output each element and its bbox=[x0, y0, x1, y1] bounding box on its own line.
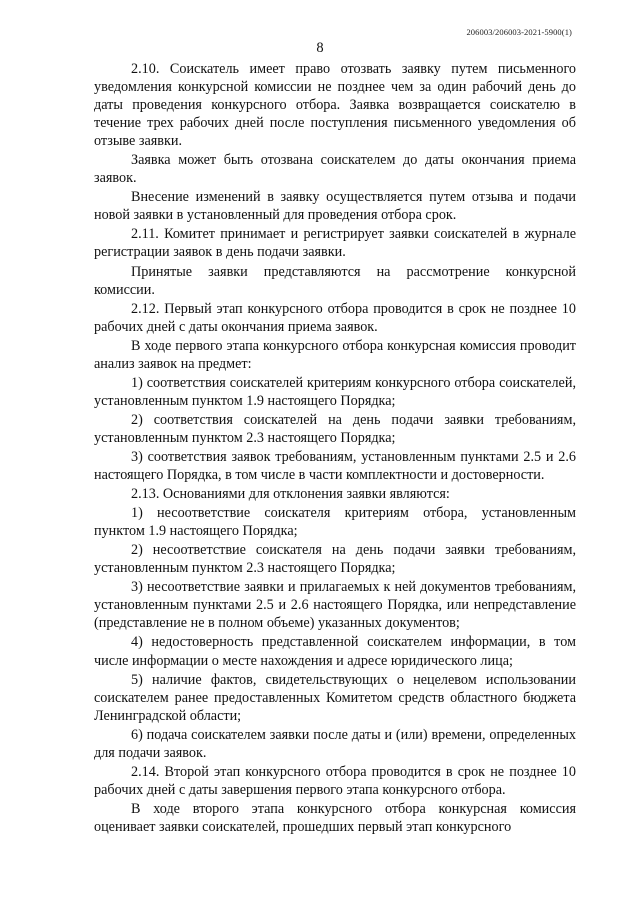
list-item: 3) несоответствие заявки и прилагаемых к ней документов требованиям, установленным пунктами 2.5 и 2.6 настоящего Порядка, или непредставление (представление не в полном объеме) указанных документов; bbox=[94, 579, 576, 632]
page-number: 8 bbox=[316, 40, 324, 56]
list-item: 5) наличие фактов, свидетельствующих о нецелевом использовании соискателем ранее предоставленных Комитетом средств областного бюджета Ленинградской области; bbox=[94, 671, 576, 724]
list-item: 3) соответствия заявок требованиям, установленным пунктами 2.5 и 2.6 настоящего Порядка, в том числе в части комплектности и достоверности. bbox=[94, 448, 576, 484]
list-item: 4) недостоверность представленной соискателем информации, в том числе информации о месте нахождения и адресе юридического лица; bbox=[94, 634, 576, 669]
paragraph: В ходе второго этапа конкурсного отбора конкурсная комиссия оценивает заявки соискателей, прошедших первый этап конкурсного bbox=[94, 800, 576, 835]
document-body bbox=[94, 60, 576, 836]
list-item: 6) подача соискателем заявки после даты и (или) времени, определенных для подачи заявок. bbox=[94, 726, 576, 761]
paragraph-2-11: 2.11. Комитет принимает и регистрирует заявки соискателей в журнале регистрации заявок в день подачи заявки. bbox=[94, 226, 576, 261]
paragraph-2-12: 2.12. Первый этап конкурсного отбора проводится в срок не позднее 10 рабочих дней с даты окончания приема заявок. bbox=[94, 300, 576, 335]
paragraph-2-14: 2.14. Второй этап конкурсного отбора проводится в срок не позднее 10 рабочих дней с даты завершения первого этапа конкурсного отбора. bbox=[94, 763, 576, 798]
paragraph: Принятые заявки представляются на рассмотрение конкурсной комиссии. bbox=[94, 263, 576, 298]
list-item: 2) несоответствие соискателя на день подачи заявки требованиям, установленным пунктом 2.3 настоящего Порядка; bbox=[94, 542, 576, 577]
paragraph-2-10: 2.10. Соискатель имеет право отозвать заявку путем письменного уведомления конкурсной комиссии не позднее чем за один рабочий день до даты проведения конкурсного отбора. Заявка возвращается соискателю в течение трех рабочих дней после поступления письменного уведомления об отзыве заявки. bbox=[94, 61, 576, 150]
paragraph-2-13: 2.13. Основаниями для отклонения заявки являются: bbox=[131, 486, 450, 503]
list-item: 1) несоответствие соискателя критериям отбора, установленным пунктом 1.9 настоящего Порядка; bbox=[94, 505, 576, 540]
paragraph: Внесение изменений в заявку осуществляется путем отзыва и подачи новой заявки в установленный для проведения отбора срок. bbox=[94, 189, 576, 224]
list-item: 1) соответствия соискателей критериям конкурсного отбора соискателей, установленным пунктом 1.9 настоящего Порядка; bbox=[94, 374, 576, 409]
paragraph: Заявка может быть отозвана соискателем до даты окончания приема заявок. bbox=[94, 152, 576, 187]
paragraph: В ходе первого этапа конкурсного отбора конкурсная комиссия проводит анализ заявок на предмет: bbox=[94, 337, 576, 372]
document-id: 206003/206003-2021-5900(1) bbox=[466, 27, 572, 37]
list-item: 2) соответствия соискателей на день подачи заявки требованиям, установленным пунктом 2.3 настоящего Порядка; bbox=[94, 411, 576, 446]
